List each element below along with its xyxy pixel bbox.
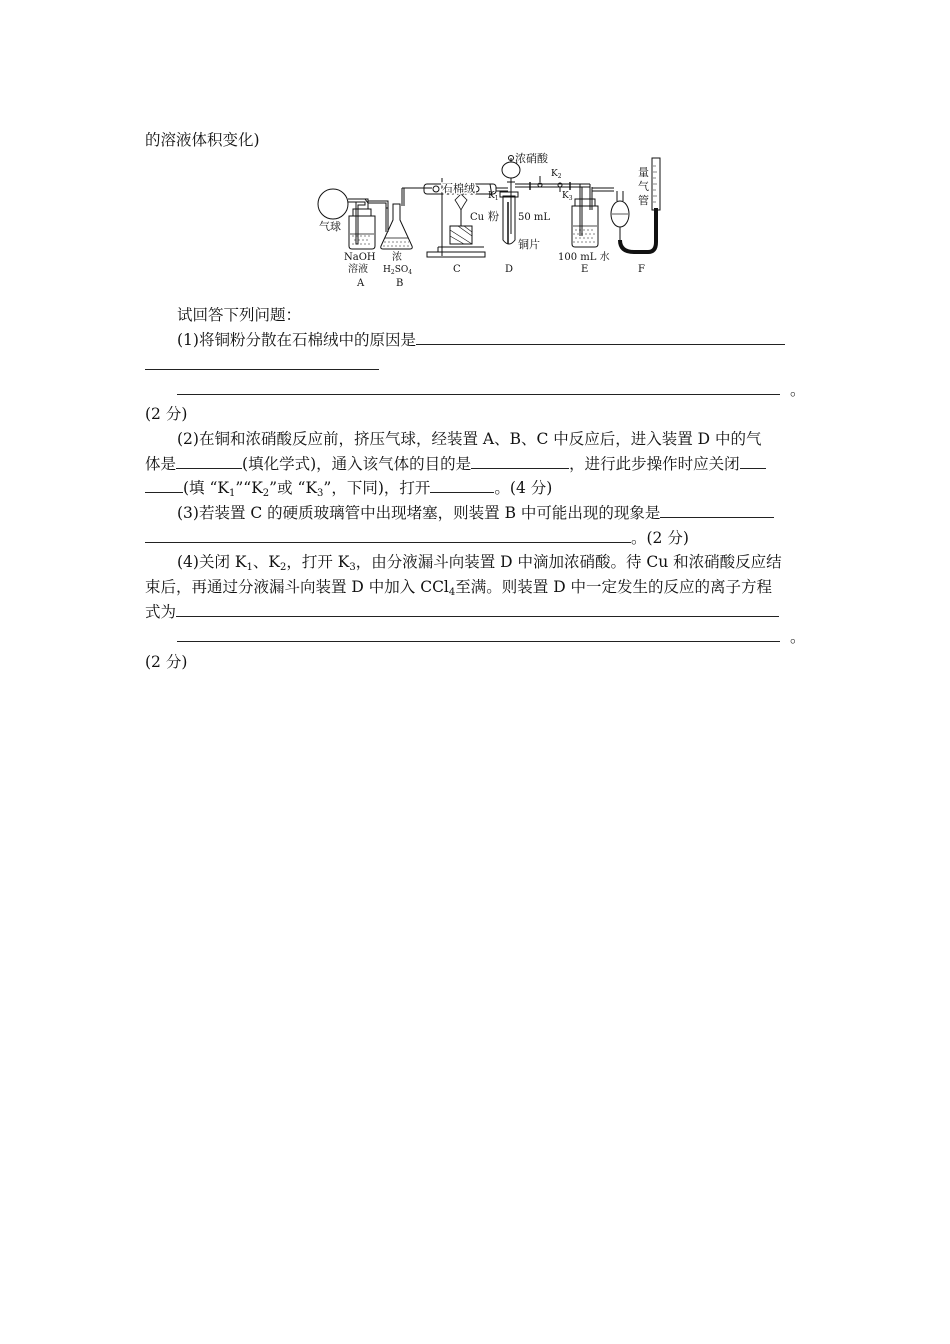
intro-tail [145, 130, 260, 150]
q4-line3 [145, 602, 779, 622]
q4-p3: 式为 [145, 603, 177, 621]
label-f: F [638, 264, 645, 275]
q2-k1-sub: 1 [228, 488, 236, 499]
q4-k2-sub: 2 [279, 562, 287, 573]
q2-p3a: (填 “K [183, 479, 229, 497]
q4-score-text: (2 分) [145, 653, 188, 671]
q2-p2a: 体是 [145, 455, 177, 473]
q3-p2: 。(2 分) [631, 529, 689, 547]
label-gas-tube-1: 量 [638, 166, 649, 179]
q2-line1 [177, 429, 762, 449]
label-100ml-water: 100 mL 水 [558, 252, 610, 263]
q4-line4 [177, 627, 806, 647]
label-e: E [581, 264, 589, 275]
q2-blank-purpose[interactable] [471, 454, 569, 469]
label-h2so4: $H_2SO_4$ [383, 265, 413, 276]
label-copper-sheet: 铜片 [518, 238, 540, 251]
q4-p1a: (4)关闭 K [177, 553, 247, 571]
q2-line2 [145, 454, 766, 474]
q3-blank-cont[interactable] [145, 528, 631, 543]
label-k3: $K_3$ [562, 191, 573, 202]
question-intro-text: 试回答下列问题： [177, 306, 302, 324]
q2-blank-gas[interactable] [176, 454, 242, 469]
q4-end: 。 [790, 628, 806, 646]
label-solution: 溶液 [348, 264, 368, 275]
label-hno3: 浓硝酸 [515, 152, 548, 165]
q3-line1 [177, 503, 774, 523]
q2-k2-sub: 2 [262, 488, 270, 499]
q1-blank-1-cont[interactable] [145, 355, 379, 370]
q4-k3-sub: 3 [349, 562, 356, 573]
q1-line3 [177, 380, 806, 400]
label-c: C [453, 264, 461, 275]
q2-p2b: (填化学式)，通入该气体的目的是 [242, 455, 472, 473]
label-50ml: 50 mL [518, 212, 551, 223]
q2-p3b: ”“K [235, 479, 263, 497]
q1-text: (1)将铜粉分散在石棉绒中的原因是 [177, 331, 416, 349]
balloon-shape [318, 189, 348, 219]
rubber-tube [620, 208, 656, 252]
label-concentrated: 浓 [392, 252, 402, 263]
q4-ccl4-sub: 4 [448, 587, 456, 598]
q4-p2b: 至满。则装置 D 中一定发生的反应的离子方程 [455, 578, 773, 596]
q1-line2 [145, 355, 379, 375]
q2-k3-sub: 3 [317, 488, 324, 499]
q1-score [145, 404, 187, 424]
q2-p3c: ”或 “K [269, 479, 318, 497]
tube-d [503, 196, 515, 244]
q1-end: 。 [790, 381, 806, 399]
q2-p2c: ，进行此步操作时应关闭 [569, 455, 740, 473]
label-naoh: NaOH [344, 252, 376, 263]
q1-score-text: (2 分) [145, 405, 188, 423]
label-cu: Cu [470, 212, 485, 223]
q4-p2a: 束后，再通过分液漏斗向装置 D 中加入 CCl [145, 578, 449, 596]
label-balloon: 气球 [319, 220, 341, 233]
q4-k1-sub: 1 [246, 562, 253, 573]
q3-p1: (3)若装置 C 的硬质玻璃管中出现堵塞，则装置 B 中可能出现的现象是 [177, 504, 661, 522]
q4-blank-2[interactable] [177, 627, 780, 642]
q2-blank-open[interactable] [430, 478, 494, 493]
label-d: D [505, 264, 514, 275]
label-asbestos: 石棉绒 [442, 182, 475, 195]
bottle-e [572, 206, 598, 247]
q4-blank-1[interactable] [176, 602, 779, 617]
q4-line1 [177, 552, 782, 572]
label-k2: $K_2$ [551, 169, 562, 180]
q2-p3e: 。(4 分) [494, 479, 553, 497]
label-powder: 粉 [488, 210, 499, 223]
question-intro [177, 305, 301, 325]
q2-blank-close-cont[interactable] [145, 478, 183, 493]
label-k1: $K_1$ [488, 191, 499, 202]
intro-tail-text: 的溶液体积变化) [145, 131, 260, 149]
q2-blank-close[interactable] [740, 454, 766, 469]
q2-p1: (2)在铜和浓硝酸反应前，挤压气球，经装置 A、B、C 中反应后，进入装置 D 中的气 [177, 430, 762, 448]
q4-p1c: ，打开 K [286, 553, 350, 571]
label-b: B [396, 278, 404, 289]
q1-blank-2[interactable] [177, 380, 780, 395]
q3-blank[interactable] [660, 503, 774, 518]
q3-line2 [145, 528, 689, 548]
q2-line3 [145, 478, 552, 498]
q4-score [145, 652, 187, 672]
q4-p1d: ，由分液漏斗向装置 D 中滴加浓硝酸。待 Cu 和浓硝酸反应结 [355, 553, 782, 571]
burner-c [450, 226, 472, 244]
apparatus-diagram [312, 148, 672, 294]
label-gas-tube-2: 气 [638, 180, 649, 193]
q1-blank-1[interactable] [416, 330, 785, 345]
q1-line1 [177, 330, 785, 350]
label-gas-tube-3: 管 [638, 194, 649, 207]
q4-p1b: 、K [252, 553, 280, 571]
label-a: A [357, 278, 365, 289]
q2-p3d: ”，下同)，打开 [323, 479, 431, 497]
q4-line2 [145, 577, 772, 597]
